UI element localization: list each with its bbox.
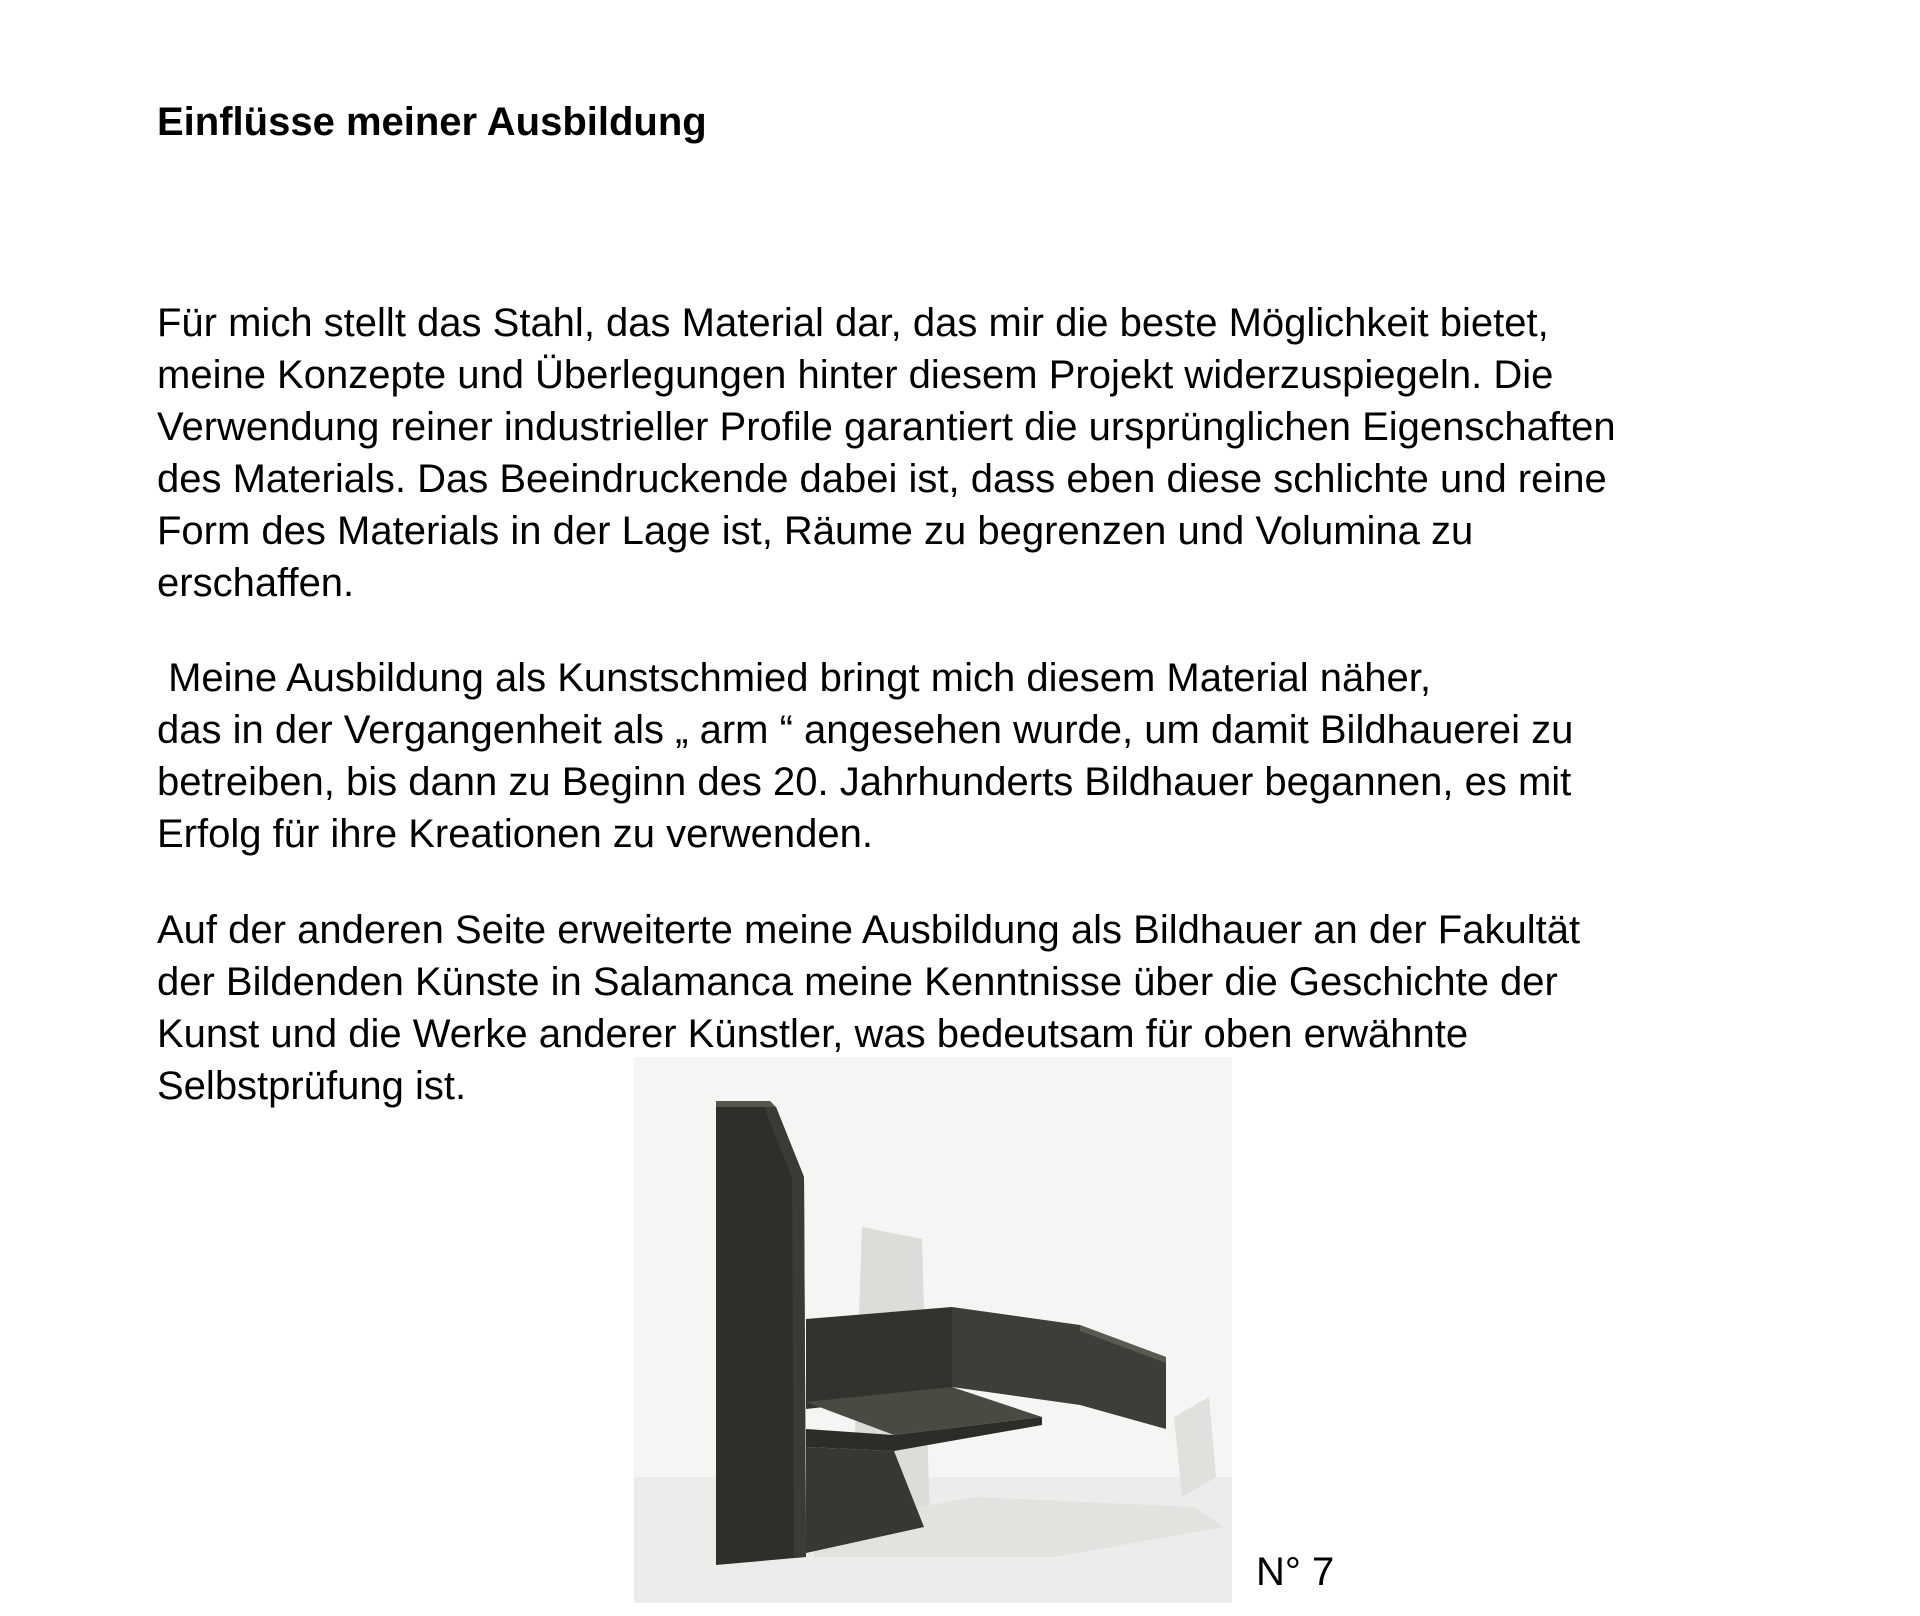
paragraph-line: Für mich stellt das Stahl, das Material dar, das mir die beste Möglichkeit bietet,	[157, 301, 1549, 345]
paragraph-line: Form des Materials in der Lage ist, Räume zu begrenzen und Volumina zu	[157, 509, 1474, 553]
paragraph-line: Erfolg für ihre Kreationen zu verwenden.	[157, 812, 873, 856]
paragraph-line: des Materials. Das Beeindruckende dabei ist, dass eben diese schlichte und reine	[157, 457, 1607, 501]
paragraph-line: Auf der anderen Seite erweiterte meine Ausbildung als Bildhauer an der Fakultät	[157, 908, 1581, 952]
paragraph-line: der Bildenden Künste in Salamanca meine Kenntnisse über die Geschichte der	[157, 960, 1558, 1004]
sculpture-tall-plate-top	[716, 1101, 776, 1107]
document-heading: Einflüsse meiner Ausbildung	[157, 100, 707, 144]
paragraph-line: Meine Ausbildung als Kunstschmied bringt mich diesem Material näher,	[157, 656, 1431, 700]
paragraph-line: das in der Vergangenheit als „ arm “ angesehen wurde, um damit Bildhauerei zu	[157, 708, 1574, 752]
paragraph-line: erschaffen.	[157, 561, 355, 605]
figure-caption: N° 7	[1256, 1550, 1335, 1594]
paragraph-line: Selbstprüfung ist.	[157, 1064, 467, 1108]
sculpture-illustration	[634, 1057, 1232, 1603]
sculpture-photo	[634, 1057, 1232, 1603]
paragraph-line: Kunst und die Werke anderer Künstler, was bedeutsam für oben erwähnte	[157, 1012, 1469, 1056]
paragraph-line: meine Konzepte und Überlegungen hinter diesem Projekt widerzuspiegeln. Die	[157, 353, 1554, 397]
paragraph-line: Verwendung reiner industrieller Profile garantiert die ursprünglichen Eigenschaften	[157, 405, 1616, 449]
paragraph-line: betreiben, bis dann zu Beginn des 20. Jahrhunderts Bildhauer begannen, es mit	[157, 760, 1572, 804]
